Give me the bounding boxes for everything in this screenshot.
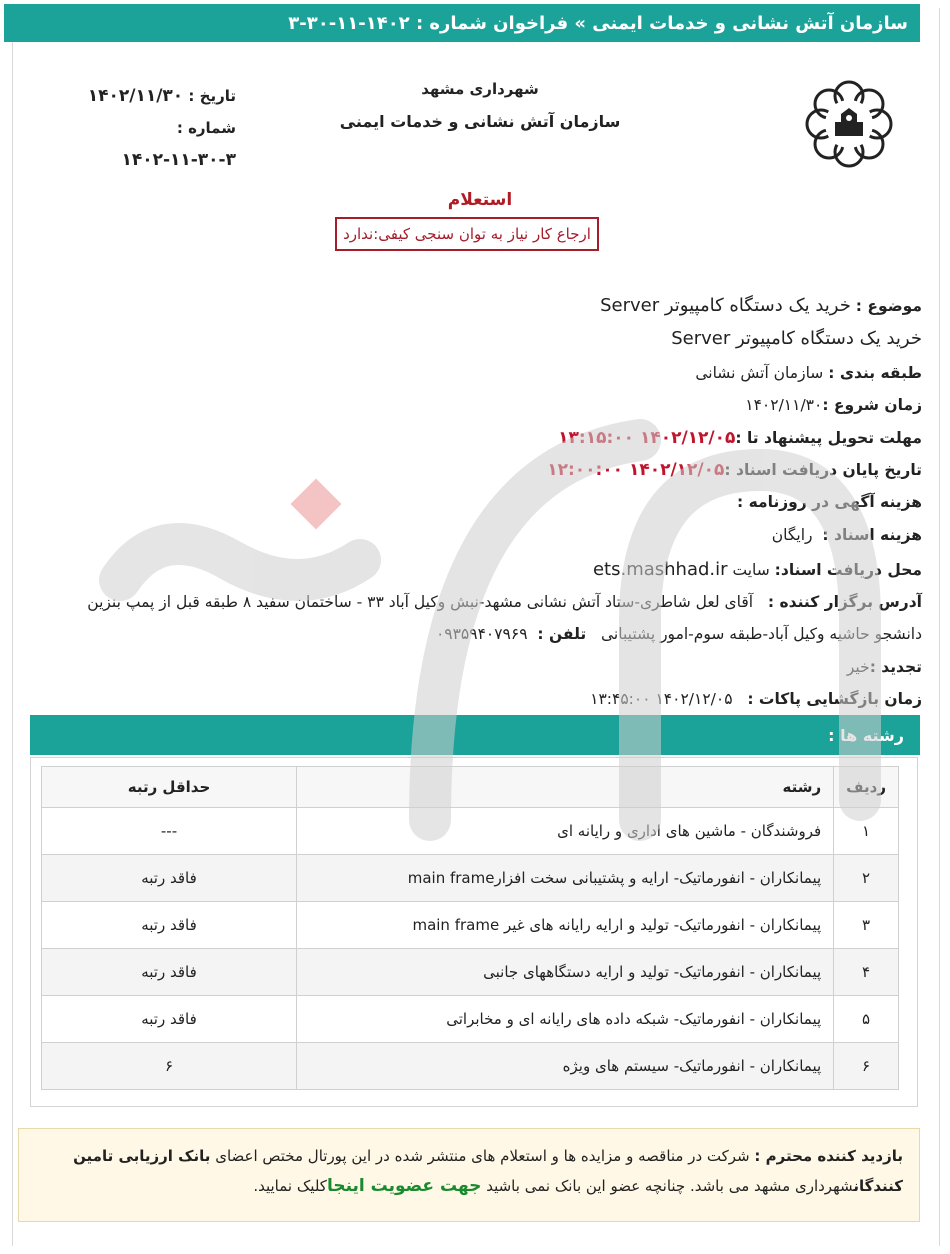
start-row: زمان شروع :۱۴۰۲/۱۱/۳۰ [745, 396, 922, 414]
address-line2: دانشجو حاشیه وکیل آباد-طبقه سوم-امور پشتیبانی [601, 625, 922, 643]
address-row-2: دانشجو حاشیه وکیل آباد-طبقه سوم-امور پشتیبانی تلفن : ۰۹۳۵۹۴۰۷۹۶۹ [435, 625, 922, 643]
header-title: سازمان آتش نشانی و خدمات ایمنی » فراخوان شماره : ۱۴۰۲-۱۱-۳۰-۳ [288, 12, 908, 34]
deadline-value: ۱۴۰۲/۱۲/۰۵ ۱۳:۱۵:۰۰ [558, 428, 736, 448]
renew-value: خیر [846, 658, 870, 676]
category-row: طبقه بندی : سازمان آتش نشانی [695, 364, 922, 382]
document-meta [36, 80, 236, 176]
membership-notice [18, 1128, 920, 1222]
start-value: ۱۴۰۲/۱۱/۳۰ [745, 396, 823, 414]
fields-section-header [30, 715, 920, 755]
document-type: استعلام [447, 190, 513, 210]
table-row: ۶ پیمانکاران - انفورماتیک- سیستم های ویژه ۶ [42, 1043, 899, 1090]
organization-block [330, 80, 630, 131]
table-row: ۴ پیمانکاران - انفورماتیک- تولید و ارایه دستگاههای جانبی فاقد رتبه [42, 949, 899, 996]
notice-text3: کلیک نمایید. [253, 1177, 327, 1195]
date-label: تاریخ : [188, 87, 236, 105]
doc-cost-row: هزینه اسناد : رایگان [771, 526, 922, 544]
mashhad-logo-icon [803, 78, 895, 170]
municipality-name: شهرداری مشهد [421, 80, 539, 98]
description-row [671, 328, 922, 349]
date-value: ۱۴۰۲/۱۱/۳۰ [87, 86, 184, 106]
docs-end-row: تاریخ پایان دریافت اسناد :۱۴۰۲/۱۲/۰۵ ۱۲:۰۰:۰۰ [547, 460, 922, 480]
table-header-row [42, 767, 899, 808]
description-value: خرید یک دستگاه کامپیوتر Server [671, 328, 922, 349]
notice-bank-name: بانک ارزیابی تامین کنندگان [73, 1147, 903, 1195]
table-row: ۱ فروشندگان - ماشین های اداری و رایانه ای --- [42, 808, 899, 855]
doc-cost-value: رایگان [771, 526, 813, 544]
phone-value: ۰۹۳۵۹۴۰۷۹۶۹ [435, 625, 528, 643]
col-field: رشته [297, 767, 834, 808]
number-value: ۱۴۰۲-۱۱-۳۰-۳ [121, 150, 236, 170]
address-line1: آقای لعل شاطری-ستاد آتش نشانی مشهد-نبش وکیل آباد ۳۳ - ساختمان سفید ۸ طبقه قبل از پمپ بنزین [87, 593, 754, 611]
col-min-rank: حداقل رتبه [42, 767, 297, 808]
number-label: شماره : [176, 119, 236, 137]
fields-section-title: رشته ها : [828, 725, 904, 745]
table-row: ۲ پیمانکاران - انفورماتیک- ارایه و پشتیبانی سخت افزارmain frame فاقد رتبه [42, 855, 899, 902]
date-row [36, 80, 236, 112]
col-row-number: ردیف [834, 767, 899, 808]
notice-text1: شرکت در مناقصه و مزایده ها و استعلام های منتشر شده در این پورتال مختص اعضای [215, 1147, 750, 1165]
subject-value: خرید یک دستگاه کامپیوتر Server [600, 295, 851, 316]
page-header [4, 4, 920, 42]
fields-table [41, 766, 899, 1090]
quality-assessment-note: ارجاع کار نیاز به توان سنجی کیفی:ندارد [335, 217, 599, 251]
deadline-row: مهلت تحویل پیشنهاد تا :۱۴۰۲/۱۲/۰۵ ۱۳:۱۵:۰۰ [558, 428, 922, 448]
notice-intro: بازدید کننده محترم : [754, 1147, 903, 1165]
renew-row: تجدید :خیر [846, 658, 922, 676]
notice-text2: شهرداری مشهد می باشد. چنانچه عضو این بانک نمی باشید [486, 1177, 854, 1195]
membership-link[interactable]: جهت عضویت اینجا [326, 1176, 482, 1196]
organization-name: سازمان آتش نشانی و خدمات ایمنی [339, 112, 621, 131]
table-row: ۵ پیمانکاران - انفورماتیک- شبکه داده های رایانه ای و مخابراتی فاقد رتبه [42, 996, 899, 1043]
place-row: محل دریافت اسناد: سایت ets.mashhad.ir [592, 559, 922, 580]
category-value: سازمان آتش نشانی [695, 364, 824, 382]
fields-table-wrapper [30, 757, 918, 1107]
docs-end-value: ۱۴۰۲/۱۲/۰۵ ۱۲:۰۰:۰۰ [547, 460, 725, 480]
table-row: ۳ پیمانکاران - انفورماتیک- تولید و ارایه رایانه های غیر main frame فاقد رتبه [42, 902, 899, 949]
opening-row: زمان بازگشایی پاکات : ۱۴۰۲/۱۲/۰۵ ۱۳:۴۵:۰۰ [590, 690, 922, 708]
ets-site-link[interactable]: ets.mashhad.ir [592, 559, 728, 580]
subject-row: موضوع : خرید یک دستگاه کامپیوتر Server [600, 295, 922, 316]
address-row: آدرس برگزار کننده : آقای لعل شاطری-ستاد آتش نشانی مشهد-نبش وکیل آباد ۳۳ - ساختمان سفید ۸ طبقه قبل از پمپ بنزین [87, 593, 922, 611]
opening-value: ۱۴۰۲/۱۲/۰۵ ۱۳:۴۵:۰۰ [590, 690, 733, 708]
ad-cost-row: هزینه آگهی در روزنامه : [737, 493, 922, 511]
